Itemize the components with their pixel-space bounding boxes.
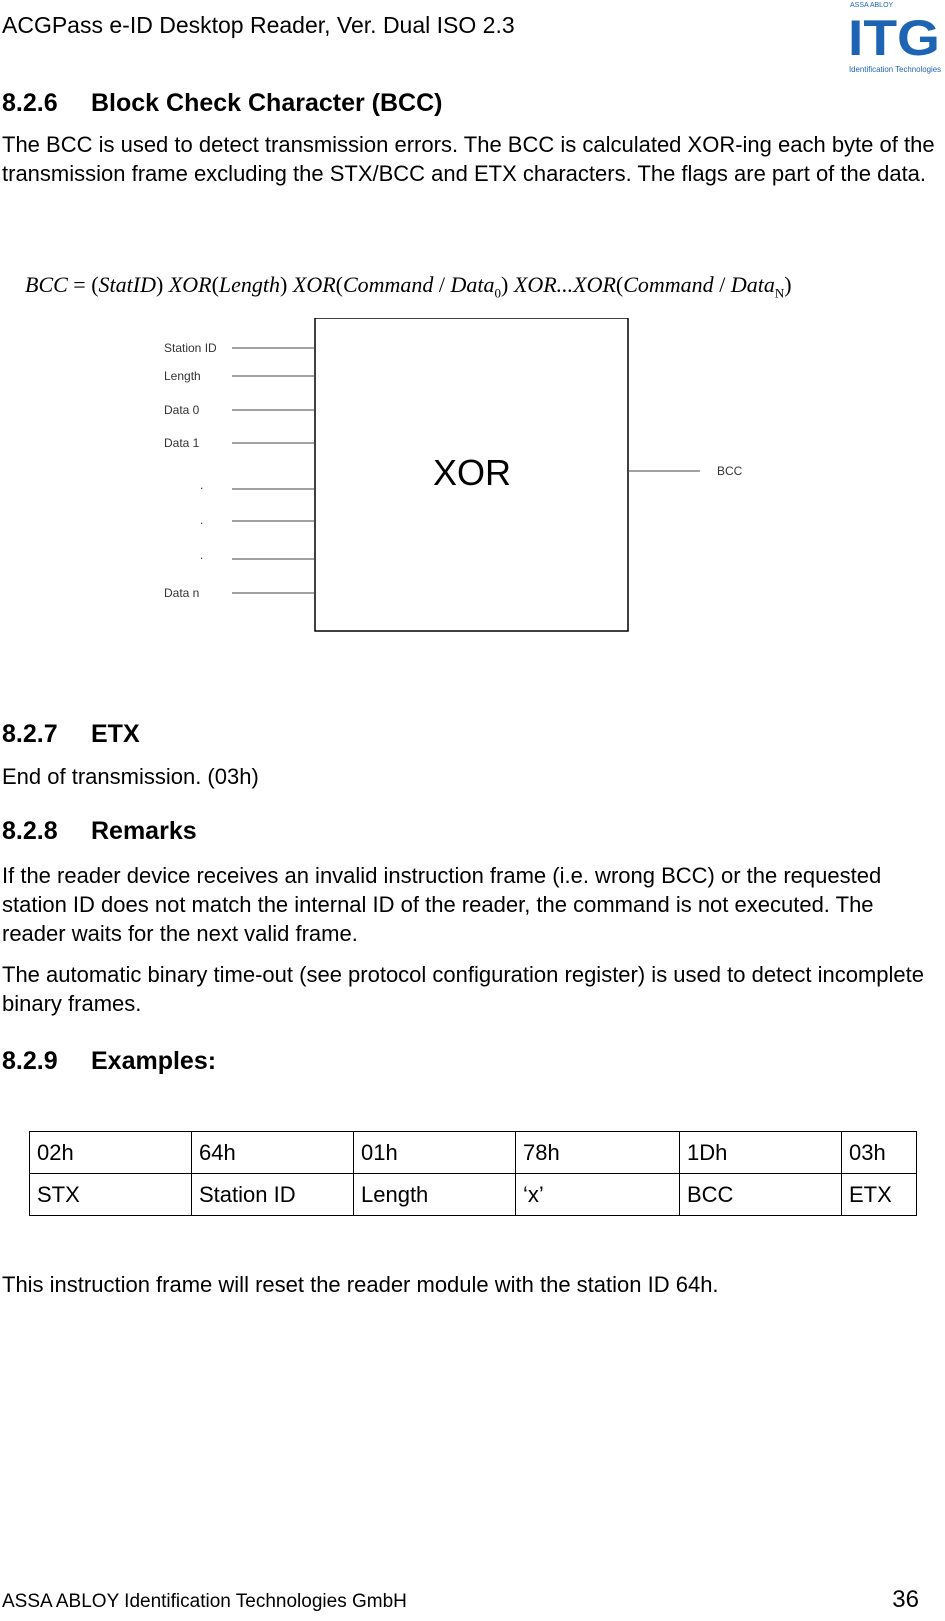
footer-company: ASSA ABLOY Identification Technologies GmbH bbox=[2, 1591, 407, 1612]
section-number: 8.2.6 bbox=[2, 89, 58, 117]
table-cell: ‘x’ bbox=[516, 1174, 680, 1216]
table-row bbox=[30, 1174, 917, 1216]
example-frame-table bbox=[29, 1131, 917, 1216]
section-number: 8.2.9 bbox=[2, 1047, 58, 1075]
input-label: . bbox=[200, 548, 204, 562]
section-number: 8.2.7 bbox=[2, 720, 58, 748]
remarks-paragraph-2: The automatic binary time-out (see protocol configuration register) is used to detect incomplete binary frames. bbox=[2, 962, 925, 1016]
table-row bbox=[30, 1132, 917, 1174]
formula-data: Data bbox=[730, 272, 775, 297]
table-cell: Station ID bbox=[192, 1174, 354, 1216]
formula-data: Data bbox=[450, 272, 495, 297]
formula-xor: XOR bbox=[292, 272, 336, 297]
input-label: . bbox=[200, 513, 204, 527]
xor-diagram bbox=[160, 318, 800, 658]
input-label: Station ID bbox=[164, 341, 217, 355]
section-title: Block Check Character (BCC) bbox=[91, 89, 443, 117]
formula-command: Command bbox=[623, 272, 714, 297]
formula-slash: / bbox=[719, 272, 726, 297]
bcc-formula: BCC = (StatID) XOR(Length) XOR(Command / Data$_0$) XOR...XOR(Command / Data$_N$) bbox=[25, 272, 792, 301]
bcc-description: The BCC is used to detect transmission errors. The BCC is calculated XOR-ing each byte of the transmission frame excluding the STX/BCC and ETX characters. The flags are part of the data. bbox=[2, 132, 935, 186]
input-label: . bbox=[200, 478, 204, 492]
page-number: 36 bbox=[892, 1586, 919, 1613]
remarks-paragraph-1: If the reader device receives an invalid instruction frame (i.e. wrong BCC) or the requested station ID does not match the internal ID of the reader, the command is not executed. The reader waits for the next valid frame. bbox=[2, 863, 882, 946]
table-cell: 78h bbox=[516, 1132, 680, 1174]
formula-lhs: BCC bbox=[25, 272, 68, 297]
output-label: BCC bbox=[717, 464, 743, 478]
section-heading-examples bbox=[2, 1047, 216, 1076]
section-heading-etx bbox=[2, 720, 140, 749]
formula-equals: = bbox=[73, 272, 86, 297]
formula-ellipsis: ... bbox=[556, 272, 574, 297]
input-label: Data 0 bbox=[164, 403, 200, 417]
table-cell: 64h bbox=[192, 1132, 354, 1174]
formula-slash: / bbox=[438, 272, 446, 297]
table-cell: 01h bbox=[354, 1132, 516, 1174]
logo-brand: ITG bbox=[848, 10, 940, 66]
logo-tagline: Identification Technologies bbox=[849, 65, 941, 74]
section-title: Examples: bbox=[91, 1047, 217, 1075]
input-label: Data n bbox=[164, 586, 200, 600]
formula-command: Command bbox=[342, 272, 434, 297]
etx-description: End of transmission. (03h) bbox=[2, 764, 259, 789]
input-label: Data 1 bbox=[164, 436, 200, 450]
table-cell: 03h bbox=[842, 1132, 917, 1174]
input-label: Length bbox=[164, 369, 201, 383]
xor-block-label: XOR bbox=[432, 452, 512, 493]
table-cell: Length bbox=[354, 1174, 516, 1216]
table-cell: 02h bbox=[30, 1132, 192, 1174]
table-cell: 1Dh bbox=[680, 1132, 842, 1174]
logo-small-text: ASSA ABLOY bbox=[850, 2, 894, 9]
section-number: 8.2.8 bbox=[2, 817, 58, 845]
section-heading-remarks bbox=[2, 817, 197, 846]
table-cell: ETX bbox=[842, 1174, 917, 1216]
formula-xor: XOR bbox=[573, 272, 616, 297]
section-heading-bcc bbox=[2, 89, 443, 118]
formula-statid: StatID bbox=[98, 272, 156, 297]
formula-sub-zero: 0 bbox=[494, 285, 502, 301]
formula-xor: XOR bbox=[168, 272, 212, 297]
formula-xor: XOR bbox=[513, 272, 557, 297]
table-cell: STX bbox=[30, 1174, 192, 1216]
itg-logo bbox=[848, 0, 944, 80]
formula-length: Length bbox=[218, 272, 281, 297]
formula-sub-n: N bbox=[774, 285, 785, 301]
table-cell: BCC bbox=[680, 1174, 842, 1216]
examples-caption: This instruction frame will reset the reader module with the station ID 64h. bbox=[2, 1272, 719, 1297]
section-title: Remarks bbox=[91, 817, 197, 845]
running-header: ACGPass e-ID Desktop Reader, Ver. Dual ISO 2.3 bbox=[2, 12, 515, 38]
section-title: ETX bbox=[91, 720, 140, 748]
